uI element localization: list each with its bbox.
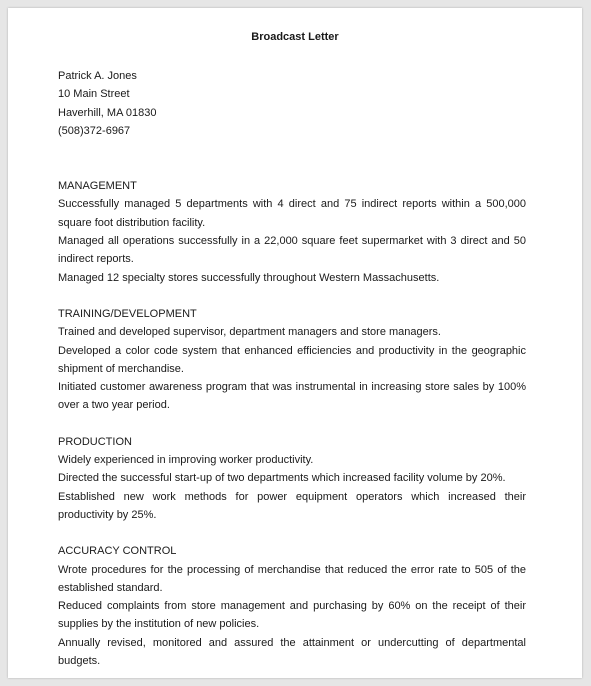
spacer — [58, 524, 538, 542]
section-heading: PRODUCTION — [58, 435, 132, 448]
document-body — [58, 67, 538, 670]
section-item: Widely experienced in improving worker productivity. — [58, 454, 314, 467]
section-item: Managed all operations successfully in a 22,000 square feet supermarket with 3 direct and 50 indirect reports. — [58, 235, 526, 266]
sender-name: Patrick A. Jones — [58, 70, 137, 82]
section-management — [58, 177, 538, 287]
section-production — [58, 433, 538, 524]
section-heading: MANAGEMENT — [58, 180, 137, 193]
spacer — [58, 140, 538, 177]
spacer — [58, 415, 538, 433]
section-item: Established new work methods for power equipment operators which increased their productivity by 25%. — [58, 490, 526, 521]
section-training-development — [58, 305, 538, 415]
section-item: Successfully managed 5 departments with 4 direct and 75 indirect reports within a 500,000 square foot distribution facility. — [58, 198, 526, 229]
sender-street: 10 Main Street — [58, 88, 130, 101]
section-item: Initiated customer awareness program that was instrumental in increasing store sales by 100% over a two year period. — [58, 381, 526, 412]
section-item: Annually revised, monitored and assured the attainment or undercutting of departmental budgets. — [58, 636, 526, 668]
sender-city: Haverhill, MA 01830 — [58, 106, 157, 119]
section-item: Reduced complaints from store management and purchasing by 60% on the receipt of their supplies by the institution of new policies. — [58, 600, 526, 631]
section-item: Wrote procedures for the processing of merchandise that reduced the error rate to 505 of the established standard. — [58, 563, 526, 594]
sender-phone: (508)372-6967 — [58, 124, 131, 137]
sender-address — [58, 67, 538, 140]
section-heading: ACCURACY CONTROL — [58, 545, 177, 558]
section-item: Managed 12 specialty stores successfully throughout Western Massachusetts. — [58, 271, 440, 284]
section-item: Trained and developed supervisor, department managers and store managers. — [58, 326, 441, 339]
section-heading: TRAINING/DEVELOPMENT — [58, 307, 197, 320]
document-page — [8, 8, 582, 678]
section-item: Directed the successful start-up of two departments which increased facility volume by 20%. — [58, 472, 506, 485]
section-item: Developed a color code system that enhanced efficiencies and productivity in the geographic shipment of merchandise. — [58, 344, 526, 375]
section-accuracy-control — [58, 542, 538, 670]
document-title: Broadcast Letter — [251, 31, 339, 43]
spacer — [58, 287, 538, 305]
